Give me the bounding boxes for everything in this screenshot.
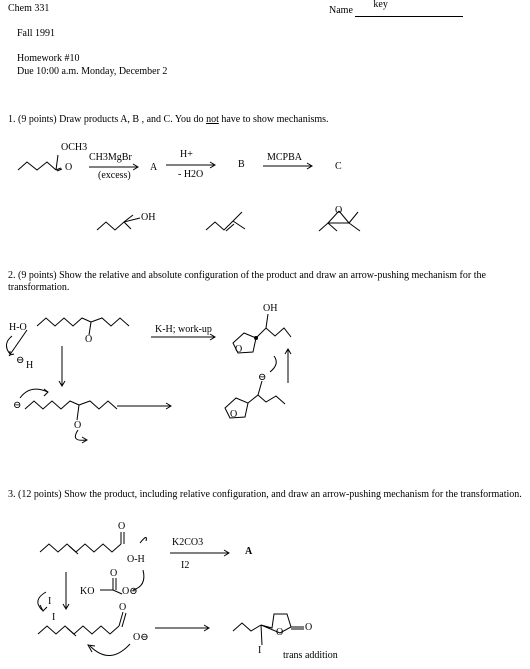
q3-carb-o: O (119, 602, 127, 613)
q3-carbonate-charge: O⊖ (122, 586, 138, 597)
name-value: key (373, 0, 388, 10)
q3-carbonate-ko: KO (80, 586, 95, 597)
course-label: Chem 331 (8, 3, 50, 14)
q1-reagent3: MCPBA (267, 152, 303, 163)
q2-alk-ring-o: O (230, 409, 238, 420)
q3-product-a: A (245, 546, 253, 557)
q3-carb-charge: O⊖ (133, 632, 149, 643)
q3-reagent1: K2CO3 (172, 537, 204, 548)
q1-product-a: A (150, 162, 158, 173)
q2-product-ring-o: O (235, 344, 243, 355)
q3-note: trans addition (283, 650, 338, 661)
q2-base-h: H (26, 360, 34, 371)
q1-product-c: C (335, 161, 342, 172)
q3-product-ring-o: O (276, 627, 284, 638)
q1-reagent2-sub: - H2O (178, 169, 204, 180)
q1-reagent1-sub: (excess) (98, 170, 131, 181)
q2-ho: H-O (9, 322, 27, 333)
q2-alk-charge: ⊖ (258, 372, 267, 383)
q2-int-ring-o: O (74, 420, 82, 431)
homework-label: Homework #10 (17, 53, 80, 64)
q1-reagent2: H+ (180, 149, 193, 160)
name-label: Name (329, 5, 353, 16)
due-date: Due 10:00 a.m. Monday, December 2 (17, 66, 168, 77)
q1-answer-o: O (335, 205, 343, 216)
q3-carbonate-o: O (110, 568, 118, 579)
q2-start-o: O (85, 334, 93, 345)
q3-product-i: I (258, 645, 262, 656)
q1-carbonyl-o: O (65, 162, 73, 173)
q3-acid-oh: O-H (127, 554, 145, 565)
q3-iodine-2: I (52, 612, 56, 623)
q1-reagent1: CH3MgBr (89, 152, 132, 163)
q3-iodine-1: I (48, 596, 52, 607)
q2-charge-h: ⊖ (16, 355, 25, 366)
q3-reagent2: I2 (181, 560, 190, 571)
q1-answer-oh: OH (141, 212, 156, 223)
q2-product-oh: OH (263, 303, 278, 314)
q3-acid-o: O (118, 521, 126, 532)
term-label: Fall 1991 (17, 28, 56, 39)
q2-prompt: 2. (9 points) Show the relative and absolute configuration of the product and draw an arrow-pushing mechanism for the transformation. (8, 270, 486, 293)
q1-product-b: B (238, 159, 245, 170)
q3-product-co: O (305, 622, 313, 633)
q2-int-charge: ⊖ (13, 400, 22, 411)
q2-reagent: K-H; work-up (155, 324, 212, 335)
q1-prompt: 1. (9 points) Draw products A, B , and C. You do not have to show mechanisms. (8, 114, 329, 125)
q3-prompt: 3. (12 points) Show the product, including relative configuration, and draw an arrow-pushing mechanism for the transformation. (8, 489, 522, 500)
q1-och3: OCH3 (61, 142, 88, 153)
